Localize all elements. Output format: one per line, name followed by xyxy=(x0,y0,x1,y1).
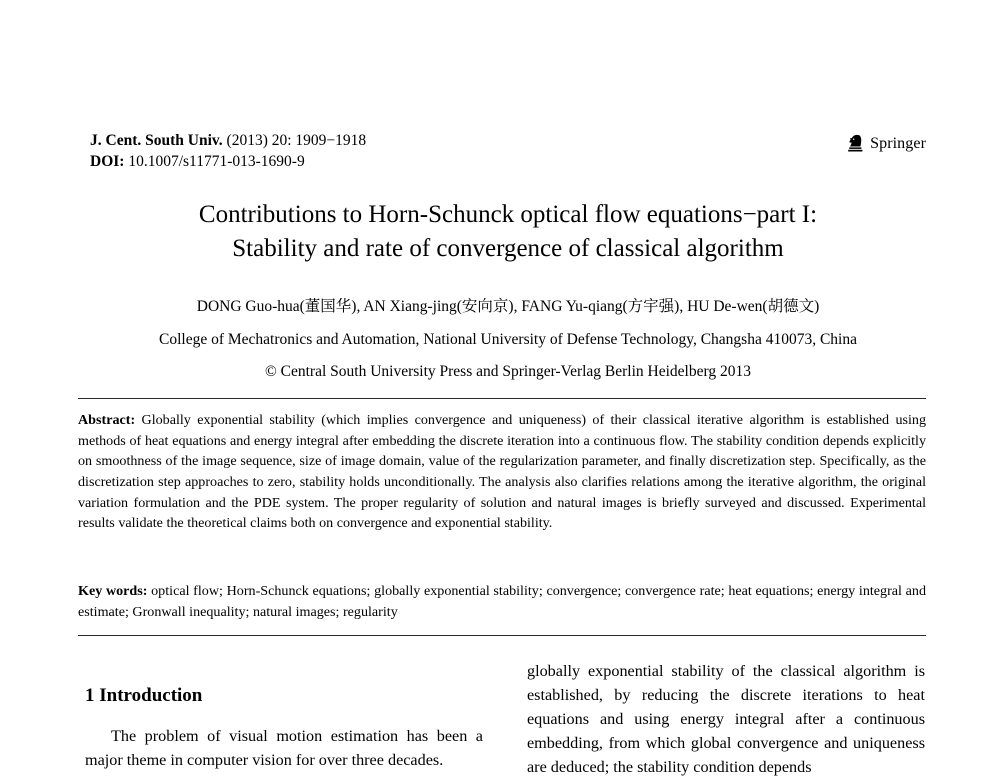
keywords-block xyxy=(78,581,926,622)
springer-logo xyxy=(848,134,926,153)
journal-name: J. Cent. South Univ. xyxy=(90,132,223,149)
doi-value: 10.1007/s11771-013-1690-9 xyxy=(124,153,305,171)
divider-above-abstract xyxy=(78,398,926,399)
journal-citation: (2013) 20: 1909−1918 xyxy=(222,132,367,149)
doi-line xyxy=(90,151,366,172)
author-list: DONG Guo-hua(董国华), AN Xiang-jing(安向京), FANG Yu-qiang(方宇强), HU De-wen(胡德文) xyxy=(196,298,820,315)
abstract-block xyxy=(78,410,926,534)
section-heading-introduction: 1 Introduction xyxy=(85,685,203,706)
journal-header xyxy=(90,130,926,173)
doi-label: DOI: xyxy=(90,153,125,171)
page-title xyxy=(90,198,926,266)
abstract-text: Globally exponential stability (which implies convergence and uniqueness) of their classical iterative algorithm is established using methods of heat equations and energy integral after embedding the discrete iteration into a continuous flow. The stability condition depends explicitly on smoothness of the image sequence, size of image domain, value of the regularization parameter, and finally discretization step. Specifically, as the discretization step approaches to zero, stability holds unconditionally. The analysis also clarifies relations among the iterative algorithm, the original variation formulation and the PDE system. The proper regularity of solution and natural images is briefly surveyed and discussed. Experimental results validate the theoretical claims both on convergence and exponential stability. xyxy=(78,412,926,532)
left-column xyxy=(85,660,483,773)
body-columns xyxy=(85,660,925,776)
journal-citation-line xyxy=(90,130,366,151)
title-line-2: Stability and rate of convergence of classical algorithm xyxy=(232,235,784,262)
paper-title-block xyxy=(90,198,926,266)
keywords-label: Key words: xyxy=(78,583,148,599)
journal-reference xyxy=(90,130,366,173)
divider-below-keywords xyxy=(78,635,926,636)
copyright-line: © Central South University Press and Springer-Verlag Berlin Heidelberg 2013 xyxy=(265,363,751,380)
springer-knight-icon xyxy=(848,134,865,153)
right-column xyxy=(527,660,925,776)
left-column-paragraph: The problem of visual motion estimation has been a major theme in computer vision for over three decades. xyxy=(85,726,483,769)
abstract-label: Abstract: xyxy=(78,412,136,428)
title-line-1: Contributions to Horn-Schunck optical flow equations−part I: xyxy=(198,201,818,228)
springer-wordmark: Springer xyxy=(870,134,926,152)
right-column-paragraph: globally exponential stability of the classical algorithm is established, by reducing the discrete iterations to heat equations and using energy integral after a continuous embedding, from which global convergence and uniqueness are deduced; the stability condition depends xyxy=(527,662,925,776)
affiliation: College of Mechatronics and Automation, National University of Defense Technology, Changsha 410073, China xyxy=(159,331,857,348)
keywords-text: optical flow; Horn-Schunck equations; globally exponential stability; convergence; convergence rate; heat equations; energy integral and estimate; Gronwall inequality; natural images; regularity xyxy=(78,583,926,620)
